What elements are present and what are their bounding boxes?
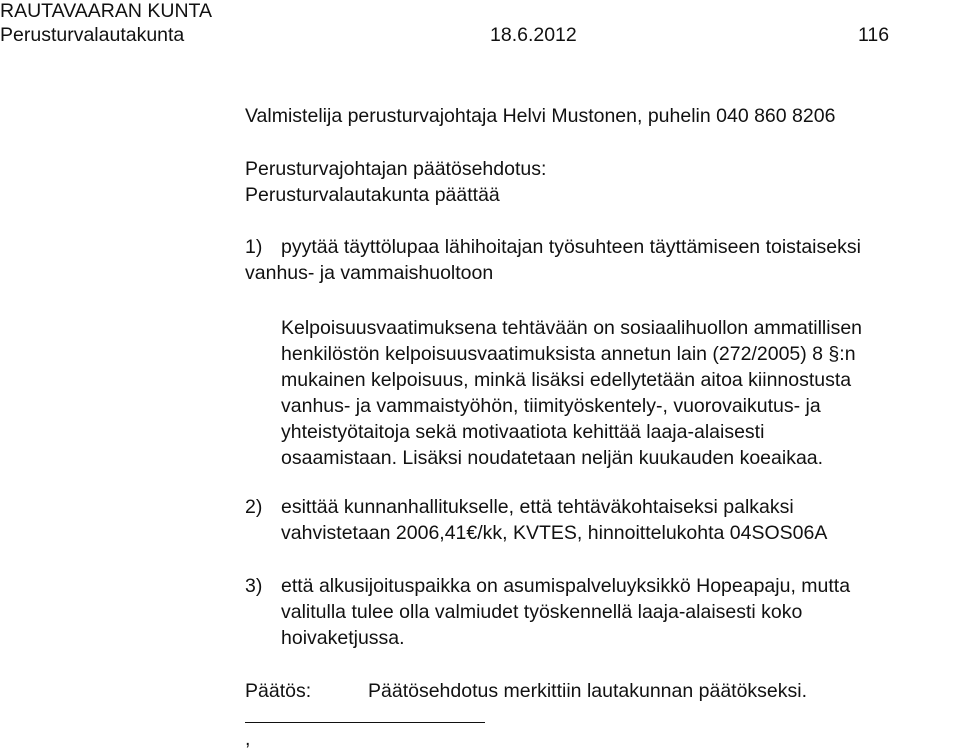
signature-line [245, 722, 485, 723]
qualification-line-1: Kelpoisuusvaatimuksena tehtävään on sosiaalihuollon ammatillisen [281, 317, 863, 339]
proposal-heading: Perusturvajohtajan päätösehdotus: [245, 158, 547, 180]
item-1-line-2: vanhus- ja vammaishuoltoon [245, 262, 494, 284]
qualification-line-2: henkilöstön kelpoisuusvaatimuksista annetun lain (272/2005) 8 §:n [281, 343, 856, 365]
committee-name: Perusturvalautakunta [0, 24, 185, 46]
item-2-line-1: esittää kunnanhallitukselle, että tehtäväkohtaiseksi palkaksi [281, 496, 794, 518]
footer-mark: , [245, 728, 251, 750]
decision-text: Päätösehdotus merkittiin lautakunnan päätökseksi. [368, 680, 808, 702]
item-3-line-1: että alkusijoituspaikka on asumispalveluyksikkö Hopeapaju, mutta [281, 575, 851, 597]
proposal-intro: Perusturvalautakunta päättää [245, 184, 500, 206]
qualification-line-3: mukainen kelpoisuus, minkä lisäksi edellytetään aitoa kiinnostusta [281, 369, 852, 391]
decision-label: Päätös: [245, 680, 312, 702]
preparer-line: Valmistelija perusturvajohtaja Helvi Mustonen, puhelin 040 860 8206 [245, 105, 836, 127]
page-number: 116 [858, 24, 890, 46]
qualification-line-5: yhteistyötaitoja sekä motivaatiota kehittää laaja-alaisesti [281, 421, 765, 443]
organization-name: RAUTAVAARAN KUNTA [0, 0, 212, 22]
item-2-line-2: vahvistetaan 2006,41€/kk, KVTES, hinnoittelukohta 04SOS06A [281, 522, 828, 544]
qualification-line-4: vanhus- ja vammaistyöhön, tiimityöskentely-, vuorovaikutus- ja [281, 395, 821, 417]
qualification-line-6: osaamistaan. Lisäksi noudatetaan neljän kuukauden koeaikaa. [281, 447, 824, 469]
item-1-number: 1) [245, 236, 263, 258]
item-3-number: 3) [245, 575, 263, 597]
item-3-line-3: hoivaketjussa. [281, 627, 405, 649]
item-1-line-1: pyytää täyttölupaa lähihoitajan työsuhteen täyttämiseen toistaiseksi [281, 236, 861, 258]
item-2-number: 2) [245, 496, 263, 518]
item-3-line-2: valitulla tulee olla valmiudet työskennellä laaja-alaisesti koko [281, 601, 803, 623]
meeting-date: 18.6.2012 [490, 24, 577, 46]
